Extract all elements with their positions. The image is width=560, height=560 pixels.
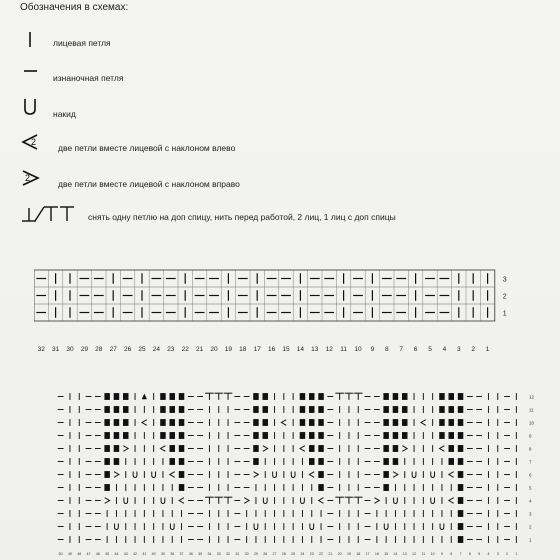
filled-cell-mark — [318, 393, 323, 400]
k2tog-right-mark — [105, 498, 110, 504]
chart2-col-label: 15 — [384, 552, 389, 556]
legend-text-knit: лицевая петля — [53, 38, 111, 48]
chart2-col-label: 18 — [356, 552, 361, 556]
filled-cell-mark — [300, 393, 305, 400]
filled-cell-mark — [104, 406, 109, 413]
chart2-row-label: 2 — [529, 524, 532, 530]
filled-cell-mark — [383, 393, 388, 400]
legend-text-k2tog-right: две петли вместе лицевой с наклоном вправо — [58, 179, 240, 189]
chart2-col-label: 29 — [253, 552, 258, 556]
chart2-col-label: 28 — [263, 552, 268, 556]
chart1-col-label: 30 — [66, 346, 74, 353]
filled-cell-mark — [402, 393, 407, 400]
chart1-col-label: 29 — [80, 346, 89, 353]
k2tog-right-mark — [402, 446, 407, 452]
filled-cell-mark — [393, 458, 398, 465]
chart2-row-label: 4 — [529, 498, 532, 504]
filled-cell-mark — [253, 419, 258, 426]
stitch-chart-1 — [34, 268, 524, 358]
legend-text-k2tog-left: две петли вместе лицевой с наклоном влево — [58, 143, 236, 153]
cable-1-over-2-icon — [20, 204, 86, 224]
filled-cell-mark — [170, 393, 175, 400]
chart2-col-label: 22 — [319, 552, 324, 556]
filled-cell-mark — [114, 445, 119, 452]
filled-cell-mark — [383, 445, 388, 452]
yarn-over-mark — [133, 471, 137, 477]
chart2-col-label: 26 — [281, 552, 286, 556]
filled-cell-mark — [300, 419, 305, 426]
filled-cell-mark — [393, 406, 398, 413]
filled-cell-mark — [458, 523, 463, 530]
filled-cell-mark — [170, 445, 175, 452]
filled-cell-mark — [253, 445, 258, 452]
filled-cell-mark — [179, 471, 184, 478]
filled-cell-mark — [253, 458, 258, 465]
chart1-col-label: 16 — [267, 346, 276, 353]
filled-cell-mark — [458, 471, 463, 478]
chart1-col-label: 15 — [282, 346, 290, 353]
filled-cell-mark — [170, 432, 175, 439]
chart2-col-label: 10 — [430, 552, 435, 556]
filled-cell-mark — [263, 406, 268, 413]
filled-cell-mark — [458, 510, 463, 517]
chart2-col-label: 27 — [272, 552, 277, 556]
chart2-col-label: 6 — [468, 552, 471, 556]
yarn-over-mark — [310, 523, 314, 529]
filled-cell-mark — [439, 419, 444, 426]
chart2-col-label: 35 — [198, 552, 203, 556]
legend-text-yarn-over: накид — [53, 109, 76, 119]
chart1-col-label: 21 — [195, 346, 204, 353]
chart2-row-label: 6 — [529, 472, 532, 478]
k2tog-right-mark — [263, 446, 268, 452]
filled-cell-mark — [160, 419, 165, 426]
k2tog-left-mark — [449, 498, 454, 504]
chart2-row-label: 7 — [529, 459, 532, 465]
filled-cell-mark — [309, 393, 314, 400]
chart2-col-label: 43 — [123, 552, 128, 556]
chart2-col-label: 20 — [337, 552, 342, 556]
filled-cell-mark — [449, 445, 454, 452]
filled-cell-mark — [114, 393, 119, 400]
filled-cell-mark — [402, 419, 407, 426]
chart1-col-label: 22 — [181, 346, 189, 353]
chart2-col-label: 31 — [235, 552, 240, 556]
chart2-col-label: 19 — [346, 552, 351, 556]
legend-text-cable: снять одну петлю на доп спицу, нить перед работой, 2 лиц, 1 лиц с доп спицы — [88, 212, 396, 222]
chart1-col-label: 32 — [37, 346, 45, 353]
filled-cell-mark — [458, 484, 463, 491]
filled-cell-mark — [458, 536, 463, 543]
k2tog-right-mark — [393, 472, 398, 478]
chart2-col-label: 5 — [478, 552, 481, 556]
chart2-col-label: 11 — [421, 552, 426, 556]
filled-cell-mark — [104, 484, 109, 491]
filled-cell-mark — [393, 393, 398, 400]
chart2-row-label: 12 — [529, 394, 535, 400]
chart2-row-label: 11 — [529, 407, 534, 413]
filled-cell-mark — [104, 445, 109, 452]
chart1-row-label: 3 — [502, 276, 507, 284]
filled-cell-mark — [170, 458, 175, 465]
k2tog-left-mark — [449, 472, 454, 478]
stitch-chart-1-grid — [34, 268, 524, 358]
chart2-row-label: 10 — [529, 420, 535, 426]
yarn-over-mark — [384, 523, 388, 529]
yarn-over-mark — [301, 497, 305, 503]
chart2-col-label: 1 — [515, 552, 518, 556]
chart2-row-label: 3 — [529, 511, 532, 517]
chart2-col-label: 8 — [450, 552, 453, 556]
chart2-col-label: 33 — [216, 552, 221, 556]
filled-cell-mark — [309, 406, 314, 413]
k2tog-right-mark — [374, 498, 379, 504]
k2tog-left-icon — [20, 132, 60, 152]
chart2-col-label: 17 — [365, 552, 370, 556]
filled-cell-mark — [449, 406, 454, 413]
k2tog-left-mark — [309, 472, 314, 478]
k2tog-left-mark — [142, 420, 147, 426]
yarn-over-mark — [440, 523, 444, 529]
filled-cell-mark — [123, 432, 128, 439]
filled-cell-mark — [383, 432, 388, 439]
filled-cell-mark — [309, 419, 314, 426]
chart2-col-label: 50 — [58, 552, 63, 556]
filled-cell-mark — [179, 458, 184, 465]
filled-cell-mark — [179, 406, 184, 413]
filled-cell-mark — [114, 432, 119, 439]
filled-cell-mark — [458, 458, 463, 465]
chart1-col-label: 19 — [224, 346, 233, 353]
chart1-col-label: 27 — [109, 346, 117, 353]
filled-cell-mark — [393, 419, 398, 426]
filled-cell-mark — [179, 445, 184, 452]
filled-cell-mark — [263, 393, 268, 400]
filled-cell-mark — [318, 445, 323, 452]
chart2-col-label: 48 — [77, 552, 82, 556]
filled-cell-mark — [402, 432, 407, 439]
filled-cell-mark — [383, 458, 388, 465]
filled-cell-mark — [123, 406, 128, 413]
chart2-col-label: 38 — [170, 552, 175, 556]
filled-cell-mark — [309, 432, 314, 439]
chart1-col-label: 11 — [340, 346, 347, 353]
chart1-col-label: 10 — [354, 346, 362, 353]
chart2-col-label: 4 — [487, 552, 490, 556]
chart1-col-label: 2 — [471, 346, 476, 353]
filled-cell-mark — [449, 432, 454, 439]
k2tog-right-icon — [20, 168, 60, 188]
k2tog-left-mark — [170, 472, 175, 478]
filled-cell-mark — [318, 432, 323, 439]
chart1-col-label: 7 — [399, 346, 404, 353]
yarn-over-mark — [161, 497, 165, 503]
filled-cell-mark — [123, 393, 128, 400]
chart2-col-label: 45 — [105, 552, 110, 556]
stitch-chart-2-grid — [56, 388, 550, 560]
chart2-col-label: 32 — [226, 552, 231, 556]
k2tog-left-mark — [319, 498, 324, 504]
chart1-col-label: 17 — [253, 346, 261, 353]
filled-cell-mark — [383, 419, 388, 426]
filled-cell-mark — [160, 393, 165, 400]
filled-cell-mark — [449, 393, 454, 400]
filled-cell-mark — [300, 432, 305, 439]
filled-cell-mark — [104, 471, 109, 478]
filled-cell-mark — [179, 432, 184, 439]
chart2-col-label: 25 — [291, 552, 296, 556]
filled-cell-mark — [383, 406, 388, 413]
decrease-mark — [142, 393, 147, 399]
chart2-col-label: 39 — [160, 552, 165, 556]
chart2-col-label: 37 — [179, 552, 184, 556]
filled-cell-mark — [104, 419, 109, 426]
chart2-col-label: 44 — [114, 552, 119, 556]
filled-cell-mark — [104, 458, 109, 465]
chart1-col-label: 8 — [384, 346, 389, 353]
chart1-col-label: 24 — [152, 346, 161, 353]
chart2-col-label: 36 — [188, 552, 193, 556]
chart1-col-label: 28 — [95, 346, 103, 353]
chart1-col-label: 12 — [325, 346, 333, 353]
filled-cell-mark — [253, 406, 258, 413]
filled-cell-mark — [309, 445, 314, 452]
filled-cell-mark — [318, 458, 323, 465]
filled-cell-mark — [393, 445, 398, 452]
filled-cell-mark — [253, 393, 258, 400]
chart2-row-label: 1 — [529, 537, 532, 543]
filled-cell-mark — [439, 432, 444, 439]
k2tog-right-mark — [244, 498, 249, 504]
k2tog-left-mark — [421, 420, 426, 426]
k2tog-left-mark — [161, 446, 166, 452]
filled-cell-mark — [383, 484, 388, 491]
filled-cell-mark — [458, 445, 463, 452]
chart2-col-label: 49 — [67, 552, 72, 556]
filled-cell-mark — [458, 432, 463, 439]
filled-cell-mark — [123, 419, 128, 426]
chart2-col-label: 42 — [133, 552, 138, 556]
filled-cell-mark — [300, 406, 305, 413]
chart2-col-label: 2 — [506, 552, 509, 556]
filled-cell-mark — [309, 458, 314, 465]
filled-cell-mark — [170, 419, 175, 426]
chart2-col-label: 24 — [300, 552, 305, 556]
yarn-over-mark — [273, 471, 277, 477]
chart2-col-label: 40 — [151, 552, 156, 556]
chart1-col-label: 20 — [210, 346, 218, 353]
filled-cell-mark — [114, 406, 119, 413]
filled-cell-mark — [318, 406, 323, 413]
chart2-row-label: 5 — [529, 485, 532, 491]
filled-cell-mark — [458, 497, 463, 504]
chart1-col-label: 4 — [442, 346, 447, 353]
filled-cell-mark — [458, 406, 463, 413]
chart2-col-label: 34 — [207, 552, 212, 556]
chart2-col-label: 14 — [393, 552, 398, 556]
chart1-col-label: 23 — [167, 346, 175, 353]
chart1-col-label: 25 — [138, 346, 146, 353]
filled-cell-mark — [160, 432, 165, 439]
filled-cell-mark — [263, 432, 268, 439]
yarn-over-mark — [152, 471, 156, 477]
svg-text:2: 2 — [31, 137, 37, 147]
filled-cell-mark — [253, 432, 258, 439]
filled-cell-mark — [318, 419, 323, 426]
filled-cell-mark — [104, 432, 109, 439]
filled-cell-mark — [263, 419, 268, 426]
chart1-col-label: 6 — [413, 346, 418, 353]
filled-cell-mark — [114, 458, 119, 465]
k2tog-right-mark — [254, 472, 259, 478]
k2tog-left-mark — [179, 498, 184, 504]
k2tog-left-mark — [281, 420, 286, 426]
yarn-over-mark — [431, 471, 435, 477]
filled-cell-mark — [179, 484, 184, 491]
chart1-col-label: 5 — [428, 346, 432, 353]
chart1-col-label: 18 — [239, 346, 247, 353]
chart2-col-label: 21 — [328, 552, 333, 556]
chart1-col-label: 3 — [456, 346, 461, 353]
chart2-row-label: 9 — [529, 433, 532, 439]
filled-cell-mark — [393, 432, 398, 439]
filled-cell-mark — [318, 484, 323, 491]
yarn-over-mark — [412, 471, 416, 477]
filled-cell-mark — [170, 406, 175, 413]
chart1-row-label: 2 — [502, 293, 507, 301]
filled-cell-mark — [179, 393, 184, 400]
chart2-col-label: 7 — [459, 552, 462, 556]
yarn-over-mark — [263, 497, 267, 503]
chart2-row-label: 8 — [529, 446, 532, 452]
filled-cell-mark — [439, 406, 444, 413]
filled-cell-mark — [458, 393, 463, 400]
filled-cell-mark — [458, 419, 463, 426]
stitch-chart-2 — [56, 388, 550, 560]
filled-cell-mark — [402, 406, 407, 413]
filled-cell-mark — [449, 419, 454, 426]
svg-text:2: 2 — [25, 173, 31, 183]
chart2-col-label: 47 — [86, 552, 91, 556]
k2tog-right-mark — [123, 446, 128, 452]
chart1-col-label: 26 — [123, 346, 132, 353]
chart1-col-label: 31 — [51, 346, 60, 353]
k2tog-right-mark — [114, 472, 119, 478]
chart2-col-label: 16 — [374, 552, 379, 556]
chart1-col-label: 1 — [485, 346, 490, 353]
chart1-col-label: 13 — [311, 346, 319, 353]
yarn-over-mark — [115, 523, 119, 529]
chart1-col-label: 14 — [296, 346, 305, 353]
chart2-col-label: 23 — [309, 552, 314, 556]
filled-cell-mark — [383, 471, 388, 478]
chart2-col-label: 30 — [244, 552, 249, 556]
filled-cell-mark — [160, 406, 165, 413]
k2tog-left-mark — [440, 446, 445, 452]
chart1-row-label: 1 — [502, 310, 507, 318]
legend-title: Обозначения в схемах: — [20, 2, 129, 13]
chart1-col-label: 9 — [370, 346, 375, 353]
chart2-col-label: 46 — [95, 552, 100, 556]
yarn-over-mark — [291, 471, 295, 477]
legend-text-purl: изнаночная петля — [53, 73, 124, 83]
yarn-over-mark — [170, 523, 174, 529]
filled-cell-mark — [104, 393, 109, 400]
chart2-col-label: 3 — [496, 552, 499, 556]
chart2-col-label: 9 — [440, 552, 443, 556]
filled-cell-mark — [439, 393, 444, 400]
yarn-over-mark — [394, 497, 398, 503]
filled-cell-mark — [449, 458, 454, 465]
yarn-over-mark — [431, 497, 435, 503]
chart2-col-label: 41 — [142, 552, 147, 556]
chart2-col-label: 13 — [402, 552, 407, 556]
filled-cell-mark — [318, 471, 323, 478]
filled-cell-mark — [114, 419, 119, 426]
filled-cell-mark — [179, 419, 184, 426]
yarn-over-mark — [124, 497, 128, 503]
chart2-col-label: 12 — [412, 552, 417, 556]
k2tog-left-mark — [300, 446, 305, 452]
yarn-over-mark — [254, 523, 258, 529]
